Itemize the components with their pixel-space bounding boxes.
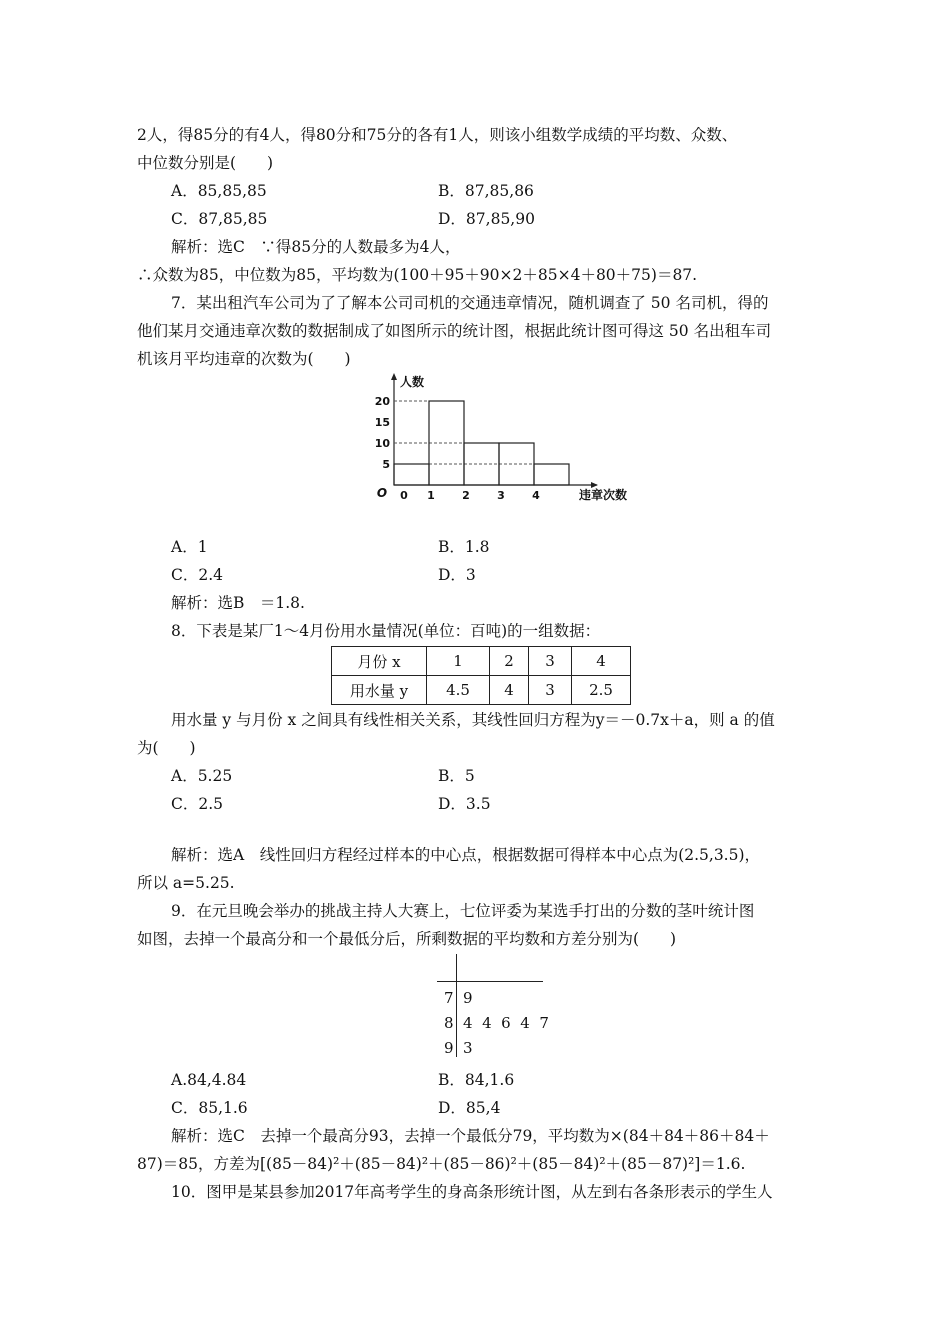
x-tick-label: 3 [497, 489, 505, 502]
table-cell: 用水量 y [332, 676, 427, 705]
q7-solution: 解析：选B ＝1.8. [171, 594, 305, 612]
stem-8: 8 [444, 1014, 454, 1032]
stem-leaf-vertical-line [456, 954, 457, 1057]
q8-line1: 8．下表是某厂1～4月份用水量情况(单位：百吨)的一组数据： [171, 622, 601, 640]
y-axis-title: 人数 [400, 375, 425, 389]
q7-option-b: B．1.8 [438, 538, 490, 556]
q8-line2: 用水量 y 与月份 x 之间具有线性相关关系，其线性回归方程为y＝－0.7x＋a，则 a 的值 [171, 711, 775, 729]
leaves-7: 9 [463, 989, 473, 1007]
q6-line2: 中位数分别是( ) [137, 154, 274, 172]
x-tick-label: 0 [400, 489, 408, 502]
q9-line2: 如图，去掉一个最高分和一个最低分后，所剩数据的平均数和方差分别为( ) [137, 930, 677, 948]
q6-option-c: C．87,85,85 [171, 210, 268, 228]
x-axis-title: 违章次数 [579, 488, 628, 502]
q7-option-d: D．3 [438, 566, 476, 584]
stem-leaf-plot [437, 954, 547, 1059]
q8-option-c: C．2.5 [171, 795, 224, 813]
y-tick-label: 15 [374, 416, 390, 429]
table-cell: 月份 x [332, 647, 427, 676]
q7-line2: 他们某月交通违章次数的数据制成了如图所示的统计图，根据此统计图可得这 50 名出租车司 [137, 322, 772, 340]
table-row [332, 676, 631, 705]
q8-solution-1: 解析：选A 线性回归方程经过样本的中心点，根据数据可得样本中心点为(2.5,3.5)， [171, 846, 761, 864]
q7-line3: 机该月平均违章的次数为( ) [137, 350, 351, 368]
q8-line3: 为( ) [137, 739, 196, 757]
q10-line1: 10．图甲是某县参加2017年高考学生的身高条形统计图，从左到右各条形表示的学生人 [171, 1183, 773, 1201]
bar-4 [534, 464, 569, 485]
table-cell: 3 [529, 676, 572, 705]
q6-option-a: A．85,85,85 [171, 182, 267, 200]
q9-option-c: C．85,1.6 [171, 1099, 248, 1117]
q6-line1: 2人，得85分的有4人，得80分和75分的各有1人，则该小组数学成绩的平均数、众数、 [137, 126, 738, 144]
q8-option-d: D．3.5 [438, 795, 491, 813]
q8-option-b: B．5 [438, 767, 475, 785]
table-cell: 2 [490, 647, 529, 676]
q8-solution-2: 所以 a=5.25. [137, 874, 235, 892]
q9-line1: 9．在元旦晚会举办的挑战主持人大赛上，七位评委为某选手打出的分数的茎叶统计图 [171, 902, 755, 920]
bar-0 [394, 464, 429, 485]
stem-7: 7 [444, 989, 454, 1007]
q6-solution-1: 解析：选C ∵得85分的人数最多为4人， [171, 238, 461, 256]
table-cell: 3 [529, 647, 572, 676]
q7-option-c: C．2.4 [171, 566, 224, 584]
stem-9: 9 [444, 1039, 454, 1057]
water-usage-table [331, 646, 631, 705]
q6-option-b: B．87,85,86 [438, 182, 534, 200]
q8-option-a: A．5.25 [171, 767, 233, 785]
q7-line1: 7．某出租汽车公司为了了解本公司司机的交通违章情况，随机调查了 50 名司机，得的 [171, 294, 769, 312]
table-cell: 1 [427, 647, 490, 676]
q9-option-b: B．84,1.6 [438, 1071, 515, 1089]
q9-option-d: D．85,4 [438, 1099, 501, 1117]
q9-option-a: A.84,4.84 [171, 1071, 247, 1089]
origin-label: O [376, 486, 388, 500]
y-tick-label: 10 [374, 437, 390, 450]
table-cell: 4 [490, 676, 529, 705]
x-tick-label: 2 [462, 489, 470, 502]
table-cell: 4.5 [427, 676, 490, 705]
table-cell: 4 [572, 647, 631, 676]
q6-solution-2: ∴众数为85，中位数为85，平均数为(100＋95＋90×2＋85×4＋80＋75)＝87. [137, 266, 698, 284]
stem-leaf-top-line [437, 981, 543, 982]
table-cell: 2.5 [572, 676, 631, 705]
y-tick-label: 20 [374, 395, 390, 408]
leaves-9: 3 [463, 1039, 473, 1057]
q9-solution-1: 解析：选C 去掉一个最高分93，去掉一个最低分79，平均数为×(84＋84＋86＋84＋ [171, 1127, 770, 1145]
q9-solution-2: 87)＝85，方差为[(85－84)²＋(85－84)²＋(85－86)²＋(85－84)²＋(85－87)²]＝1.6. [137, 1155, 746, 1173]
y-tick-label: 5 [382, 458, 390, 471]
table-row [332, 647, 631, 676]
violation-bar-chart [360, 370, 628, 530]
y-axis-arrow [391, 373, 397, 380]
q7-option-a: A．1 [171, 538, 208, 556]
x-tick-label: 4 [532, 489, 540, 502]
x-tick-label: 1 [427, 489, 435, 502]
q6-option-d: D．87,85,90 [438, 210, 535, 228]
leaves-8: 4 4 6 4 7 [463, 1014, 549, 1032]
